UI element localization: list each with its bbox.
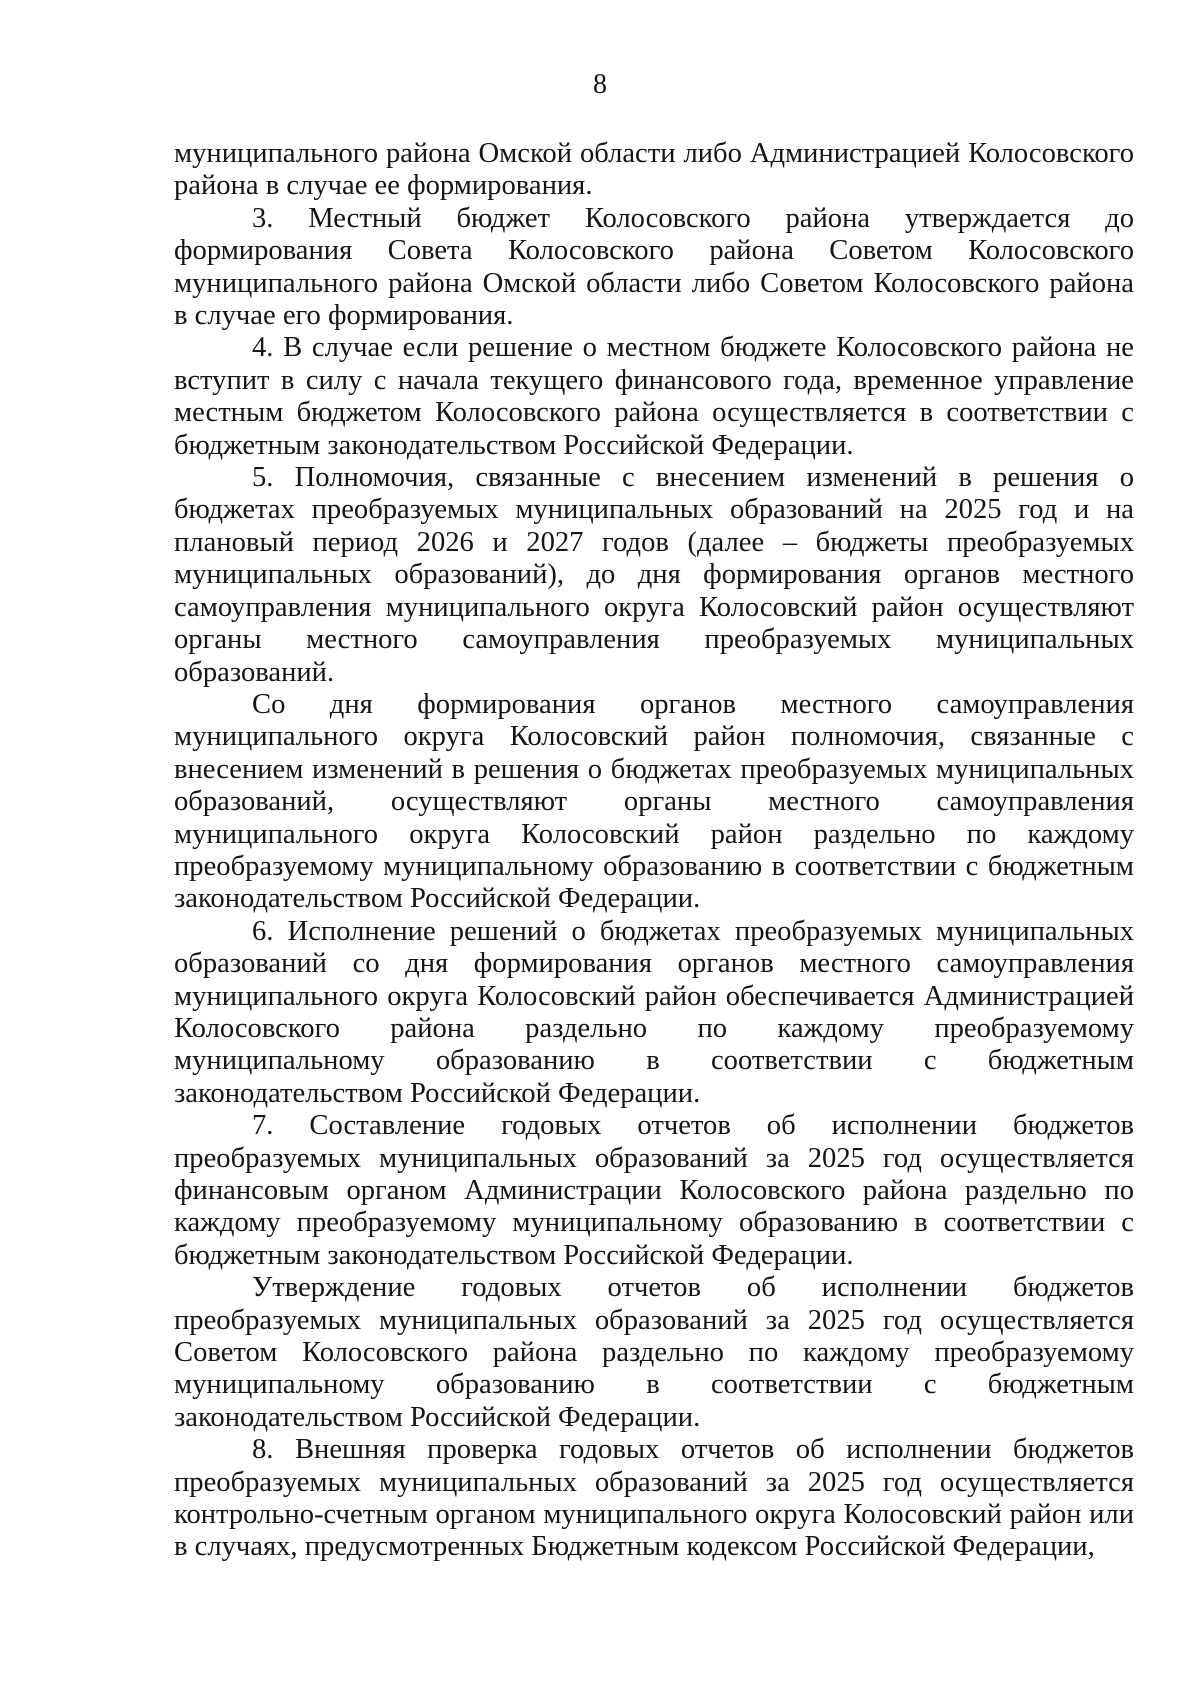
body-text [174,138,1134,1564]
page-number: 8 [593,69,607,100]
paragraph-item-7: 7. Составление годовых отчетов об исполнении бюджетов преобразуемых муниципальных образований за 2025 год осуществляется финансовым органом Администрации Колосовского района раздельно по каждому преобразуемому муниципальному образованию в соответствии с бюджетным законодательством Российской Федерации. [174,1110,1134,1271]
paragraph-item-4: 4. В случае если решение о местном бюджете Колосовского района не вступит в силу с начала текущего финансового года, временное управление местным бюджетом Колосовского района осуществляется в соответствии с бюджетным законодательством Российской Федерации. [174,332,1134,461]
paragraph-item-5: 5. Полномочия, связанные с внесением изменений в решения о бюджетах преобразуемых муниципальных образований на 2025 год и на плановый период 2026 и 2027 годов (далее – бюджеты преобразуемых муниципальных образований), до дня формирования органов местного самоуправления муниципального округа Колосовский район осуществляют органы местного самоуправления преобразуемых муниципальных образований. [174,462,1134,688]
paragraph-item-3: 3. Местный бюджет Колосовского района утверждается до формирования Совета Колосовского района Советом Колосовского муниципального района Омской области либо Советом Колосовского района в случае его формирования. [174,202,1134,332]
paragraph-item-7-part-2: Утверждение годовых отчетов об исполнении бюджетов преобразуемых муниципальных образований за 2025 год осуществляется Советом Колосовского района раздельно по каждому преобразуемому муниципальному образованию в соответствии с бюджетным законодательством Российской Федерации. [174,1272,1134,1433]
paragraph-item-5-part-2: Со дня формирования органов местного самоуправления муниципального округа Колосовский район полномочия, связанные с внесением изменений в решения о бюджетах преобразуемых муниципальных образований, осуществляют органы местного самоуправления муниципального округа Колосовский район раздельно по каждому преобразуемому муниципальному образованию в соответствии с бюджетным законодательством Российской Федерации. [174,688,1134,915]
paragraph-item-8: 8. Внешняя проверка годовых отчетов об исполнении бюджетов преобразуемых муниципальных образований за 2025 год осуществляется контрольно-счетным органом муниципального округа Колосовский район или в случаях, предусмотренных Бюджетным кодексом Российской Федерации, [174,1434,1134,1563]
paragraph-item-6: 6. Исполнение решений о бюджетах преобразуемых муниципальных образований со дня формирования органов местного самоуправления муниципального округа Колосовский район обеспечивается Администрацией Колосовского района раздельно по каждому преобразуемому муниципальному образованию в соответствии с бюджетным законодательством Российской Федерации. [174,915,1134,1109]
paragraph-continuation: муниципального района Омской области либо Администрацией Колосовского района в случае ее формирования. [174,138,1134,202]
